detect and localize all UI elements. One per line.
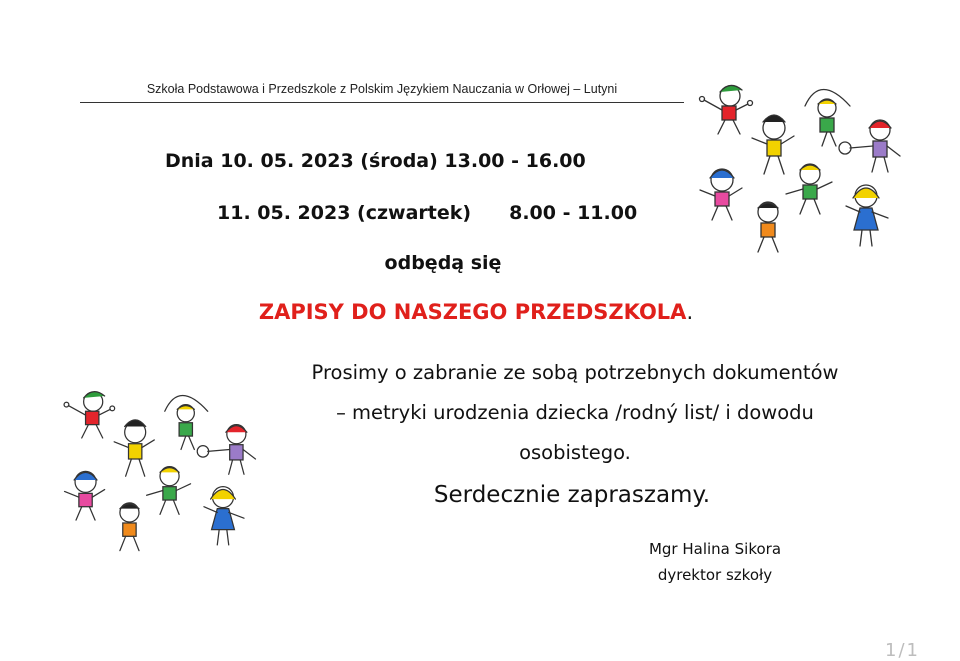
date-line-2-date: 11. 05. 2023 (czwartek) bbox=[217, 202, 472, 224]
documents-paragraph bbox=[275, 353, 875, 473]
enrollment-title bbox=[0, 300, 960, 324]
documents-line-1: Prosimy o zabranie ze sobą potrzebnych dokumentów bbox=[311, 361, 839, 384]
school-header: Szkoła Podstawowa i Przedszkole z Polskim Językiem Nauczania w Orłowej – Lutyni bbox=[80, 82, 684, 103]
signature bbox=[630, 536, 800, 588]
enrollment-title-punct: . bbox=[686, 300, 694, 324]
documents-line-2: – metryki urodzenia dziecka /rodný list/ i dowodu bbox=[336, 401, 814, 424]
page-counter: 1/1 bbox=[885, 640, 920, 661]
children-playing-icon bbox=[55, 382, 265, 557]
documents-line-3: osobistego. bbox=[519, 441, 631, 464]
date-line-1: Dnia 10. 05. 2023 (środa) 13.00 - 16.00 bbox=[165, 150, 586, 172]
children-playing-icon bbox=[690, 78, 910, 256]
date-line-2 bbox=[217, 202, 637, 224]
date-line-2-time: 8.00 - 11.00 bbox=[509, 202, 638, 224]
date-line-3-text: odbędą się bbox=[384, 252, 502, 274]
invitation-text: Serdecznie zapraszamy. bbox=[433, 482, 711, 508]
enrollment-title-text: ZAPISY DO NASZEGO PRZEDSZKOLA bbox=[258, 300, 687, 324]
signature-name: Mgr Halina Sikora bbox=[648, 540, 782, 558]
signature-role: dyrektor szkoły bbox=[657, 566, 773, 584]
